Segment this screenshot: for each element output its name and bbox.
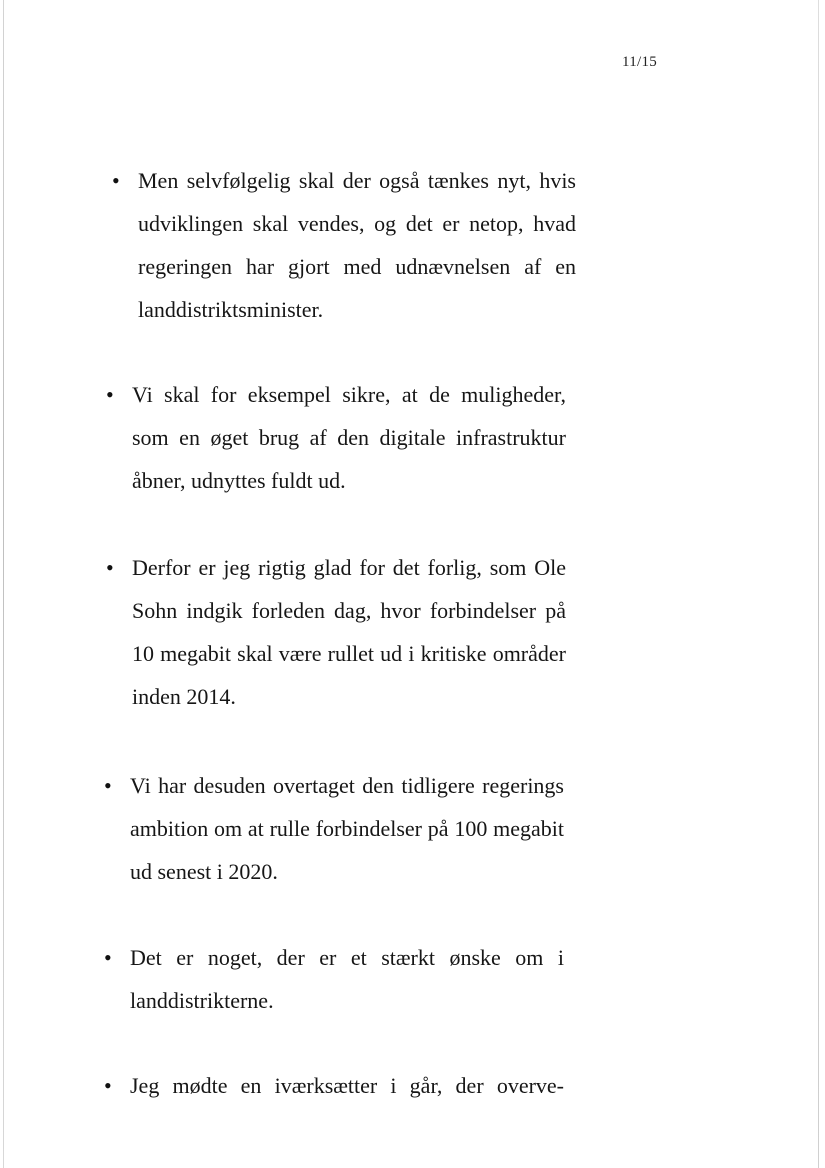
bullet-text: Jeg mødte en iværksætter i går, der overve- [130, 1073, 564, 1098]
bullet-text: Det er noget, der er et stærkt ønske om i landdistrikterne. [130, 945, 564, 1013]
bullet-icon: • [106, 382, 114, 407]
bullet-icon: • [104, 1073, 112, 1098]
bullet-icon: • [104, 773, 112, 798]
bullet-icon: • [112, 168, 120, 193]
bullet-icon: • [106, 555, 114, 580]
bullet-text: Vi skal for eksempel sikre, at de muligheder, som en øget brug af den digitale infrastruktur åbner, udnyttes fuldt ud. [132, 382, 566, 493]
page-number: 11/15 [622, 54, 658, 70]
bullet-text: Vi har desuden overtaget den tidligere regerings ambition om at rulle forbindelser på 100 megabit ud senest i 2020. [130, 773, 564, 884]
bullet-icon: • [104, 945, 112, 970]
bullet-text: Derfor er jeg rigtig glad for det forlig, som Ole Sohn indgik forleden dag, hvor forbindelser på 10 megabit skal være rullet ud i kritiske områder inden 2014. [132, 555, 566, 709]
bullet-text: Men selvfølgelig skal der også tænkes nyt, hvis udviklingen skal vendes, og det er netop, hvad regeringen har gjort med udnævnelsen af en landdistriktsminister. [138, 168, 576, 322]
